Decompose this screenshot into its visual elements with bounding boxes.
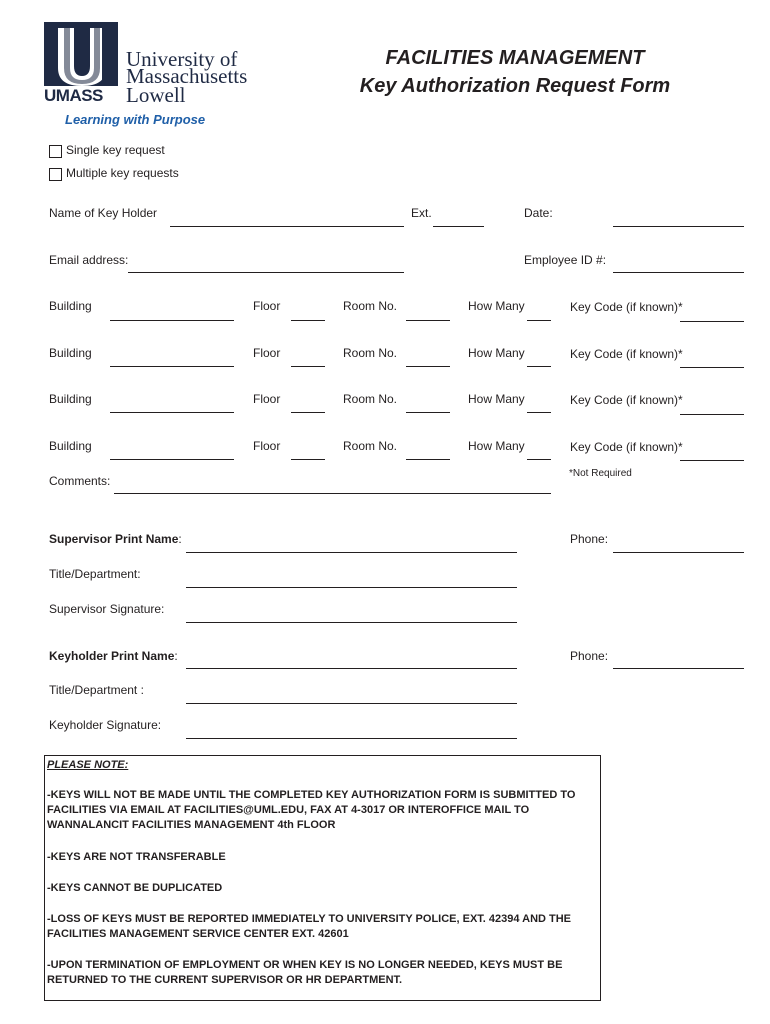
supervisor-signature-label: Supervisor Signature: [49,602,165,616]
keyholder-phone-label: Phone: [570,649,609,663]
supervisor-phone-field[interactable] [613,552,744,553]
building-field[interactable] [110,366,234,367]
room-no-label: Room No. [343,346,398,360]
single-key-checkbox[interactable] [49,145,62,158]
keyholder-signature-field[interactable] [186,738,517,739]
ext-label: Ext. [411,206,432,220]
room-no-field[interactable] [406,366,450,367]
umass-wordmark: UMASS [44,86,103,105]
date-label: Date: [524,206,553,220]
note-item-4-line1: -LOSS OF KEYS MUST BE REPORTED IMMEDIATELY TO UNIVERSITY POLICE, EXT. 42394 AND THE [47,913,572,925]
floor-field[interactable] [291,366,325,367]
keyholder-signature-label: Keyholder Signature: [49,718,162,732]
how-many-label: How Many [468,392,525,406]
note-item-1-line3: WANNALANCIT FACILITIES MANAGEMENT 4th FLOOR [47,819,336,831]
building-label: Building [49,346,92,360]
university-name-line1: University of [126,47,238,71]
note-item-2: -KEYS ARE NOT TRANSFERABLE [47,851,226,863]
not-required-note: *Not Required [569,468,632,479]
note-item-1-line1: -KEYS WILL NOT BE MADE UNTIL THE COMPLETED KEY AUTHORIZATION FORM IS SUBMITTED TO [47,789,576,801]
key-code-field[interactable] [680,460,744,461]
how-many-field[interactable] [527,412,551,413]
floor-label: Floor [253,392,281,406]
room-no-field[interactable] [406,320,450,321]
how-many-label: How Many [468,299,525,313]
key-holder-name-field[interactable] [170,226,404,227]
form-title-line1: FACILITIES MANAGEMENT [385,47,645,69]
floor-field[interactable] [291,320,325,321]
floor-label: Floor [253,439,281,453]
how-many-field[interactable] [527,459,551,460]
room-no-label: Room No. [343,392,398,406]
how-many-field[interactable] [527,366,551,367]
room-no-field[interactable] [406,459,450,460]
keyholder-title-dept-label: Title/Department : [49,683,144,697]
single-key-label: Single key request [66,143,165,157]
note-item-1-line2: FACILITIES VIA EMAIL AT FACILITIES@UML.EDU, FAX AT 4-3017 OR INTEROFFICE MAIL TO [47,804,530,816]
room-no-field[interactable] [406,412,450,413]
key-holder-name-label: Name of Key Holder [49,206,158,220]
key-code-field[interactable] [680,414,744,415]
note-item-4-line2: FACILITIES MANAGEMENT SERVICE CENTER EXT. 42601 [47,928,349,940]
ext-field[interactable] [433,226,484,227]
supervisor-title-dept-field[interactable] [186,587,517,588]
building-label: Building [49,299,92,313]
how-many-field[interactable] [527,320,551,321]
note-item-5-line2: RETURNED TO THE CURRENT SUPERVISOR OR HR DEPARTMENT. [47,974,403,986]
building-field[interactable] [110,412,234,413]
employee-id-label: Employee ID #: [524,253,607,267]
room-no-label: Room No. [343,439,398,453]
room-no-label: Room No. [343,299,398,313]
university-name-line2: Massachusetts [126,64,248,88]
supervisor-print-name-field[interactable] [186,552,517,553]
form-title-line2: Key Authorization Request Form [359,75,671,97]
tagline: Learning with Purpose [65,112,206,127]
key-code-label: Key Code (if known)* [570,300,683,314]
how-many-label: How Many [468,439,525,453]
keyholder-title-dept-field[interactable] [186,703,517,704]
comments-label: Comments: [49,474,111,488]
supervisor-print-name-label: Supervisor Print Name: [49,532,182,546]
keyholder-print-name-field[interactable] [186,668,517,669]
key-code-label: Key Code (if known)* [570,440,683,454]
key-code-label: Key Code (if known)* [570,393,683,407]
comments-field[interactable] [114,493,551,494]
multiple-keys-checkbox[interactable] [49,168,62,181]
keyholder-print-name-label: Keyholder Print Name: [49,649,178,663]
keyholder-phone-field[interactable] [613,668,744,669]
key-code-label: Key Code (if known)* [570,347,683,361]
supervisor-signature-field[interactable] [186,622,517,623]
supervisor-phone-label: Phone: [570,532,609,546]
employee-id-field[interactable] [613,272,744,273]
university-name-line3: Lowell [126,83,186,107]
supervisor-title-dept-label: Title/Department: [49,567,141,581]
floor-field[interactable] [291,412,325,413]
floor-label: Floor [253,299,281,313]
key-code-field[interactable] [680,367,744,368]
note-item-5-line1: -UPON TERMINATION OF EMPLOYMENT OR WHEN KEY IS NO LONGER NEEDED, KEYS MUST BE [47,959,563,971]
building-field[interactable] [110,320,234,321]
note-item-3: -KEYS CANNOT BE DUPLICATED [47,882,223,894]
how-many-label: How Many [468,346,525,360]
please-note-heading: PLEASE NOTE: [47,759,129,771]
email-field[interactable] [128,272,404,273]
email-label: Email address: [49,253,129,267]
multiple-keys-label: Multiple key requests [66,166,179,180]
floor-label: Floor [253,346,281,360]
floor-field[interactable] [291,459,325,460]
building-label: Building [49,439,92,453]
date-field[interactable] [613,226,744,227]
building-field[interactable] [110,459,234,460]
key-code-field[interactable] [680,321,744,322]
building-label: Building [49,392,92,406]
